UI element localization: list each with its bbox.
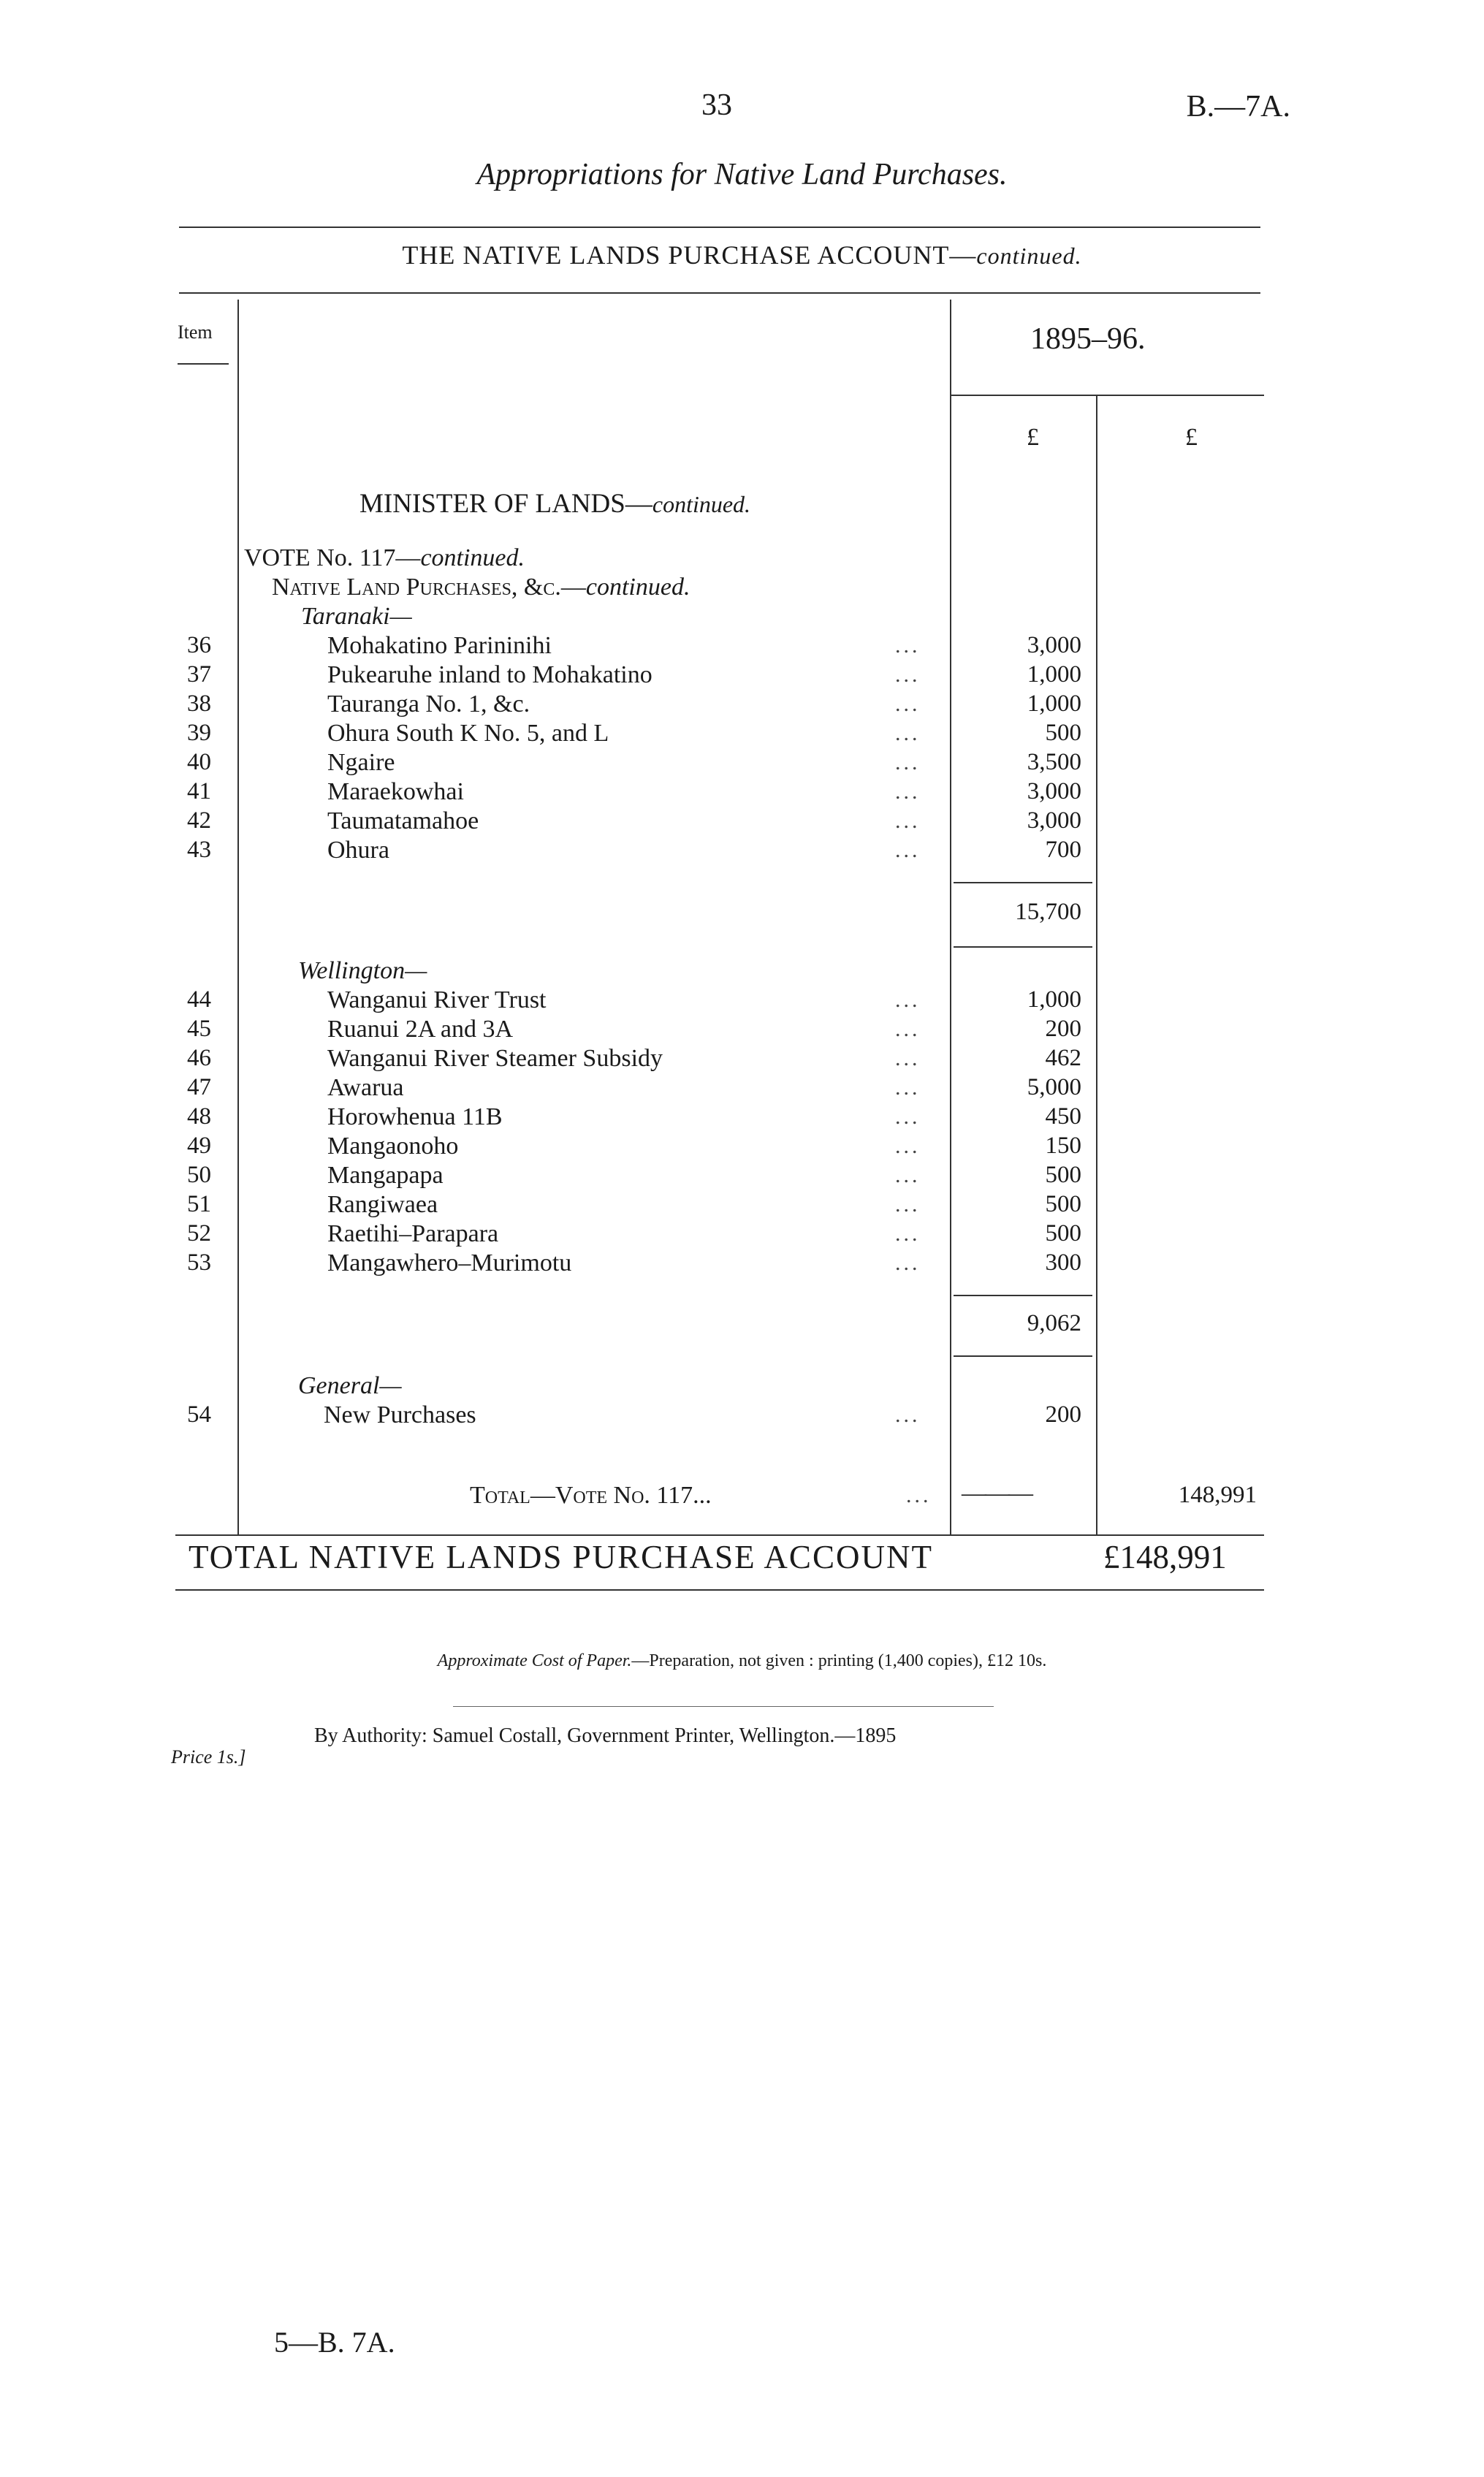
vote-total-dots: ...	[693, 1482, 712, 1509]
item-header-underline	[178, 363, 229, 365]
wellington-subtotal-rule-bottom	[954, 1355, 1092, 1357]
leader-dots: ...	[895, 1105, 921, 1129]
item-amount: 3,500	[1027, 749, 1081, 775]
leader-dots: ...	[895, 780, 921, 804]
item-number: 53	[187, 1249, 211, 1276]
item-number: 50	[187, 1162, 211, 1188]
item-amount: 500	[1045, 1220, 1081, 1247]
general-heading: General—	[298, 1372, 402, 1399]
leader-dots: ...	[895, 1076, 921, 1100]
authority-line: By Authority: Samuel Costall, Government Printer, Wellington.—1895	[314, 1724, 897, 1747]
grand-total-rule	[175, 1589, 1264, 1591]
nlp-heading-text: Native Land Purchases, &c.—	[272, 574, 586, 601]
item-name: Horowhenua 11B	[327, 1103, 503, 1130]
item-number: 54	[187, 1401, 211, 1428]
title-rule-top	[179, 227, 1260, 228]
leader-dots: ...	[895, 721, 921, 745]
item-amount: 1,000	[1027, 661, 1081, 688]
leader-dots: ...	[895, 1222, 921, 1246]
item-name: Taumatamahoe	[327, 807, 479, 834]
item-name: Maraekowhai	[327, 778, 464, 805]
cost-note-text: —Preparation, not given : printing (1,400 copies), £12 10s.	[631, 1651, 1047, 1670]
vote-total-label	[470, 1482, 712, 1510]
footer-rule	[453, 1706, 994, 1707]
item-number: 36	[187, 632, 211, 658]
nlp-heading-continued: continued.	[585, 574, 690, 601]
item-amount: 700	[1045, 837, 1081, 863]
account-title-text: THE NATIVE LANDS PURCHASE ACCOUNT—	[402, 240, 977, 270]
minister-heading-text: MINISTER OF LANDS—	[359, 489, 652, 519]
item-amount: 500	[1045, 1191, 1081, 1217]
item-amount: 150	[1045, 1133, 1081, 1159]
total-account-amount: £148,991	[1103, 1539, 1227, 1575]
item-amount: 450	[1045, 1103, 1081, 1130]
pound-symbol-1: £	[1027, 424, 1039, 451]
item-number: 48	[187, 1103, 211, 1130]
leader-dots: ...	[895, 750, 921, 775]
item-name: Pukearuhe inland to Mohakatino	[327, 661, 652, 688]
item-amount: 500	[1045, 1162, 1081, 1188]
item-name: Raetihi–Parapara	[327, 1220, 499, 1247]
table-bottom-rule	[175, 1534, 1264, 1536]
leader-dots: ...	[895, 663, 921, 687]
vote-heading-text: VOTE No. 117—	[244, 544, 421, 571]
item-name: New Purchases	[324, 1401, 476, 1428]
document-reference: B.—7A.	[1186, 90, 1290, 123]
leader-dots: ...	[895, 1134, 921, 1158]
wellington-subtotal: 9,062	[1027, 1310, 1081, 1336]
item-amount: 3,000	[1027, 632, 1081, 658]
leader-dots: ...	[895, 1403, 921, 1427]
item-number: 37	[187, 661, 211, 688]
year-header: 1895–96.	[1030, 322, 1146, 356]
total-account-label: TOTAL NATIVE LANDS PURCHASE ACCOUNT	[189, 1539, 933, 1575]
item-name: Wanganui River Trust	[327, 986, 547, 1013]
wellington-subtotal-rule	[954, 1295, 1092, 1296]
leader-dots: ...	[895, 1192, 921, 1217]
minister-heading-continued: continued.	[652, 491, 751, 517]
item-number: 43	[187, 837, 211, 863]
minister-heading	[359, 488, 750, 520]
leader-dots: ...	[895, 809, 921, 833]
leader-dots: ...	[895, 1251, 921, 1275]
leader-dots: ...	[895, 838, 921, 862]
account-title	[0, 240, 1484, 270]
item-amount: 200	[1045, 1016, 1081, 1042]
wellington-heading: Wellington—	[298, 957, 427, 984]
item-column-divider	[237, 300, 239, 1534]
leader-dots: ...	[895, 633, 921, 658]
leader-dots: ...	[895, 988, 921, 1012]
item-amount: 200	[1045, 1401, 1081, 1428]
native-land-purchases-heading	[272, 574, 690, 601]
vote-total-dash: ———	[962, 1480, 1032, 1507]
item-name: Rangiwaea	[327, 1191, 438, 1218]
page-title: Appropriations for Native Land Purchases.	[476, 158, 1008, 191]
taranaki-subtotal: 15,700	[1015, 899, 1081, 925]
item-name: Ngaire	[327, 749, 395, 776]
item-amount: 462	[1045, 1045, 1081, 1071]
item-number: 42	[187, 807, 211, 834]
item-name: Mangapapa	[327, 1162, 444, 1189]
leader-dots: ...	[895, 1163, 921, 1187]
taranaki-heading: Taranaki—	[301, 603, 412, 630]
item-number: 52	[187, 1220, 211, 1247]
signature-mark: 5—B. 7A.	[274, 2326, 395, 2359]
item-amount: 300	[1045, 1249, 1081, 1276]
item-column-header: Item	[178, 321, 213, 343]
item-name: Wanganui River Steamer Subsidy	[327, 1045, 663, 1072]
item-name: Awarua	[327, 1074, 404, 1101]
amount-column-divider-2	[1096, 395, 1097, 1534]
item-amount: 5,000	[1027, 1074, 1081, 1100]
item-number: 41	[187, 778, 211, 804]
item-name: Ruanui 2A and 3A	[327, 1016, 514, 1043]
account-title-continued: continued.	[976, 243, 1082, 269]
item-amount: 500	[1045, 720, 1081, 746]
item-name: Tauranga No. 1, &c.	[327, 690, 530, 718]
leader-dots: ...	[895, 692, 921, 716]
leader-dots: ...	[895, 1046, 921, 1070]
pound-symbol-2: £	[1185, 424, 1198, 451]
vote-heading-continued: continued.	[420, 544, 525, 571]
item-number: 40	[187, 749, 211, 775]
item-name: Mohakatino Parininihi	[327, 632, 552, 659]
item-amount: 3,000	[1027, 778, 1081, 804]
item-number: 39	[187, 720, 211, 746]
item-number: 38	[187, 690, 211, 717]
taranaki-subtotal-rule-bottom	[954, 946, 1092, 948]
title-rule-bottom	[179, 292, 1260, 294]
item-amount: 1,000	[1027, 986, 1081, 1013]
vote-total-amount: 148,991	[1178, 1482, 1257, 1508]
item-number: 46	[187, 1045, 211, 1071]
year-underline	[950, 395, 1264, 396]
price: Price 1s.]	[171, 1746, 246, 1768]
item-number: 47	[187, 1074, 211, 1100]
cost-note	[0, 1651, 1484, 1671]
cost-note-label: Approximate Cost of Paper.	[437, 1651, 632, 1670]
item-name: Mangaonoho	[327, 1133, 459, 1160]
item-number: 49	[187, 1133, 211, 1159]
item-name: Ohura	[327, 837, 389, 864]
item-amount: 3,000	[1027, 807, 1081, 834]
taranaki-subtotal-rule	[954, 882, 1092, 883]
vote-total-leader-dots: ...	[906, 1483, 932, 1507]
item-name: Mangawhero–Murimotu	[327, 1249, 572, 1276]
item-amount: 1,000	[1027, 690, 1081, 717]
item-number: 45	[187, 1016, 211, 1042]
item-number: 51	[187, 1191, 211, 1217]
item-number: 44	[187, 986, 211, 1013]
page-number: 33	[701, 88, 732, 122]
leader-dots: ...	[895, 1017, 921, 1041]
item-name: Ohura South K No. 5, and L	[327, 720, 609, 747]
vote-total-label-text: Total—Vote No. 117	[470, 1482, 693, 1509]
vote-heading	[244, 544, 525, 572]
